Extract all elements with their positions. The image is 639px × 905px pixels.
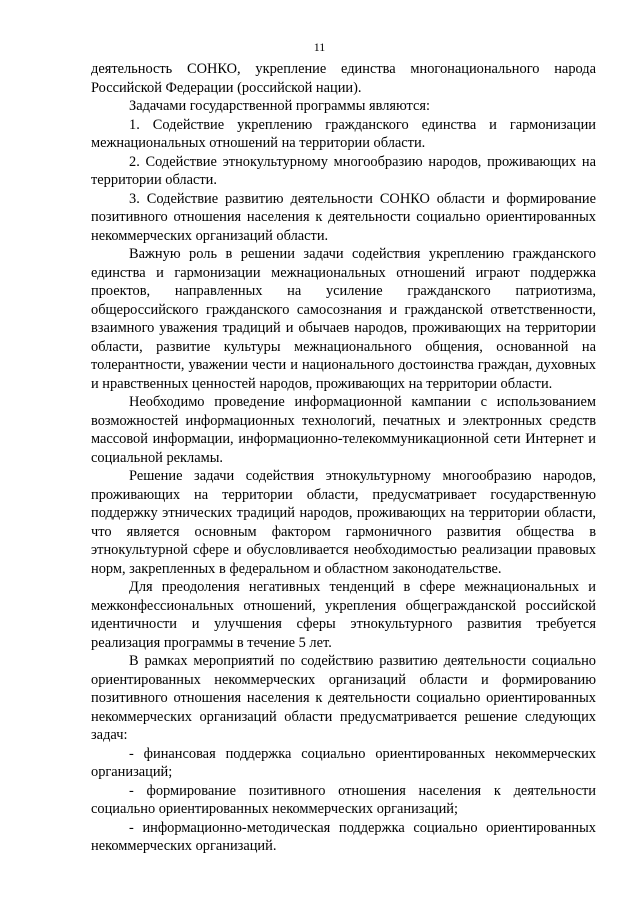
paragraph-ethnocultural: Решение задачи содействия этнокультурному многообразию народов, проживающих на территории области, предусматривает государственную поддержку этнических традиций народов, проживающих на территории области, что является основным фактором гармоничного развития общества в этнокультурной сфере и обусловливается необходимостью реализации правовых норм, закрепленных в федеральном и областном законодательстве. xyxy=(91,468,596,577)
paragraph-tasks-intro: Задачами государственной программы являются: xyxy=(129,98,431,114)
document-body xyxy=(91,60,596,856)
list-item-task-1: 1. Содействие укреплению гражданского единства и гармонизации межнациональных отношений на территории области. xyxy=(91,116,596,151)
list-item-methodical-support: - информационно-методическая поддержка социально ориентированных некоммерческих организаций. xyxy=(91,819,596,854)
paragraph-info-campaign: Необходимо проведение информационной кампании с использованием возможностей информационных технологий, печатных и электронных средств массовой информации, информационно-телекоммуникационной сети Интернет и социальной рекламы. xyxy=(91,394,596,466)
page-number: 11 xyxy=(313,40,326,54)
paragraph-sonko-measures: В рамках мероприятий по содействию развитию деятельности социально ориентированных некоммерческих организаций области и формированию позитивного отношения населения к деятельности социально ориентированных некоммерческих организаций области предусматривается решение следующих задач: xyxy=(91,653,596,743)
list-item-task-2: 2. Содействие этнокультурному многообразию народов, проживающих на территории области. xyxy=(91,153,596,188)
list-item-positive-attitude: - формирование позитивного отношения населения к деятельности социально ориентированных некоммерческих организаций; xyxy=(91,782,596,817)
paragraph-negative-trends: Для преодоления негативных тенденций в сфере межнациональных и межконфессиональных отношений, укрепления общегражданской российской идентичности и улучшения сферы этнокультурного развития требуется реализация программы в течение 5 лет. xyxy=(91,579,596,651)
list-item-financial-support: - финансовая поддержка социально ориентированных некоммерческих организаций; xyxy=(91,745,596,780)
paragraph-civic-unity: Важную роль в решении задачи содействия укреплению гражданского единства и гармонизации межнациональных отношений играют поддержка проектов, направленных на усиление гражданского патриотизма, общероссийского гражданского самосознания и гражданской ответственности, взаимного уважения традиций и обычаев народов, проживающих на территории области, развитие культуры межнационального общения, основанной на толерантности, уважении чести и национального достоинства граждан, духовных и нравственных ценностей народов, проживающих на территории области. xyxy=(91,246,596,392)
list-item-task-3: 3. Содействие развитию деятельности СОНКО области и формирование позитивного отношения населения к деятельности социально ориентированных некоммерческих организаций области. xyxy=(91,190,596,244)
paragraph-continuation: деятельность СОНКО, укрепление единства многонационального народа Российской Федерации (российской нации). xyxy=(91,61,596,96)
